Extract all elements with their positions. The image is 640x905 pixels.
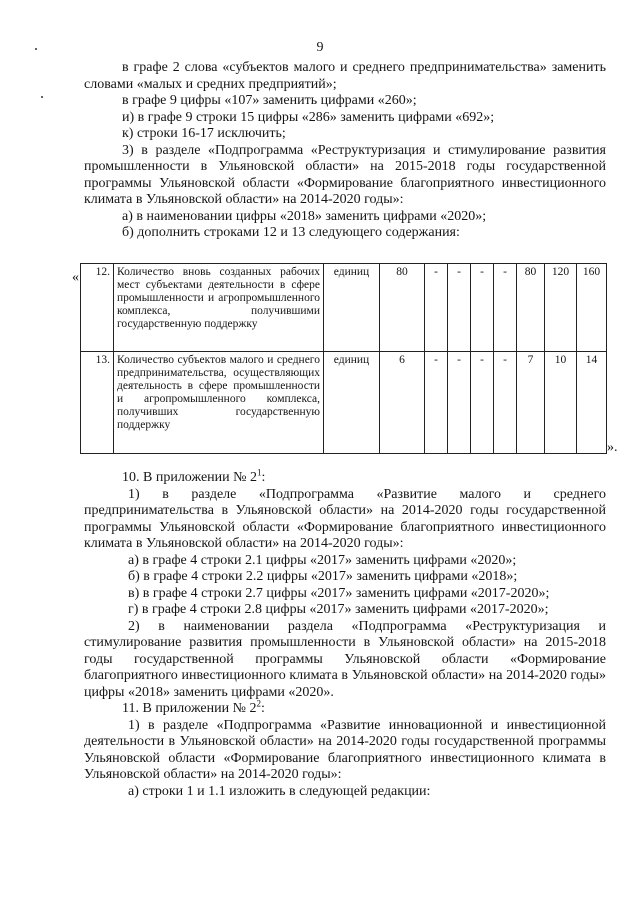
- heading-text: 10. В приложении № 2: [122, 470, 257, 485]
- indicator-table: [80, 263, 607, 454]
- value-cell: -: [425, 352, 448, 454]
- value-cell: 80: [380, 264, 425, 352]
- value-cell: 6: [380, 352, 425, 454]
- paragraph: а) в наименовании цифры «2018» заменить цифрами «2020»;: [122, 208, 487, 224]
- indicator-name: Количество вновь созданных рабочих мест субъектами деятельности в сфере промышленности и агропромышленного комплекса, получившими государственную поддержку: [114, 264, 324, 352]
- value-cell: 160: [577, 264, 607, 352]
- section-heading: [84, 467, 606, 487]
- heading-superscript: 2: [256, 698, 261, 709]
- paragraph: б) в графе 4 строки 2.2 цифры «2017» заменить цифрами «2018»;: [128, 569, 518, 584]
- paragraph: а) в графе 4 строки 2.1 цифры «2017» заменить цифрами «2020»;: [128, 552, 517, 568]
- text-block-top: [84, 60, 606, 242]
- unit: единиц: [324, 352, 380, 454]
- page-number: 9: [316, 40, 324, 55]
- table-row: [81, 264, 607, 352]
- value-cell: -: [448, 264, 471, 352]
- row-number: 13.: [81, 352, 114, 454]
- paragraph: в графе 2 слова «субъектов малого и среднего предпринимательства» заменить словами «малых и средних предприятий»;: [84, 60, 606, 92]
- value-cell: -: [494, 264, 517, 352]
- paragraph: 1) в разделе «Подпрограмма «Развитие инновационной и инвестиционной деятельности в Ульяновской области» на 2014-2020 годы государственной программы Ульяновской области «Формирование благоприятного инвестиционного климата в Ульяновской области» на 2014-2020 годы»:: [84, 717, 606, 782]
- value-cell: 14: [577, 352, 607, 454]
- paragraph: к) строки 16-17 исключить;: [122, 126, 286, 141]
- paragraph: и) в графе 9 строки 15 цифры «286» заменить цифрами «692»;: [122, 109, 495, 125]
- unit: единиц: [324, 264, 380, 352]
- value-cell: -: [425, 264, 448, 352]
- paragraph: б) дополнить строками 12 и 13 следующего содержания:: [122, 225, 460, 240]
- value-cell: 7: [517, 352, 545, 454]
- paragraph: а) строки 1 и 1.1 изложить в следующей редакции:: [128, 783, 431, 799]
- row-number: 12.: [81, 264, 114, 352]
- text-block-bottom: [84, 467, 606, 800]
- quote-close: ».: [607, 440, 618, 455]
- paragraph: 2) в наименовании раздела «Подпрограмма «Реструктуризация и стимулирование развития промышленности в Ульяновской области» на 2015-2018 годы государственной программы Ульяновской области «Формирование благоприятного инвестиционного климата в Ульяновской области» на 2014-2020 годы» цифры «2018» заменить цифрами «2020».: [84, 618, 606, 700]
- value-cell: 10: [545, 352, 577, 454]
- heading-colon: :: [260, 701, 265, 716]
- value-cell: 120: [545, 264, 577, 352]
- table-row: [81, 352, 607, 454]
- value-cell: -: [471, 352, 494, 454]
- heading-text: 11. В приложении № 2: [122, 701, 257, 716]
- value-cell: -: [448, 352, 471, 454]
- paragraph: в графе 9 цифры «107» заменить цифрами «260»;: [122, 93, 417, 108]
- paragraph: 3) в разделе «Подпрограмма «Реструктуризация и стимулирование развития промышленности в Ульяновской области» на 2015-2018 годы государственной программы Ульяновской области «Формирование благоприятного инвестиционного климата в Ульяновской области» на 2014-2020 годы»:: [84, 142, 606, 207]
- value-cell: -: [471, 264, 494, 352]
- paragraph: г) в графе 4 строки 2.8 цифры «2017» заменить цифрами «2017-2020»;: [128, 602, 549, 617]
- heading-superscript: 1: [257, 467, 262, 478]
- quote-open: «: [72, 270, 79, 285]
- section-heading: [84, 698, 606, 718]
- scan-speck: [41, 96, 43, 98]
- indicator-name: Количество субъектов малого и среднего предпринимательства, осуществляющих деятельность в сфере промышленности и агропромышленного комплекса, получивших государственную поддержку: [114, 352, 324, 454]
- heading-colon: :: [261, 470, 266, 485]
- paragraph: 1) в разделе «Подпрограмма «Развитие малого и среднего предпринимательства в Ульяновской области» на 2014-2020 годы государственной программы Ульяновской области «Формирование благоприятного инвестиционного климата в Ульяновской области» на 2014-2020 годы»:: [84, 486, 606, 551]
- value-cell: -: [494, 352, 517, 454]
- value-cell: 80: [517, 264, 545, 352]
- paragraph: в) в графе 4 строки 2.7 цифры «2017» заменить цифрами «2017-2020»;: [128, 585, 550, 601]
- scan-speck: [35, 48, 37, 50]
